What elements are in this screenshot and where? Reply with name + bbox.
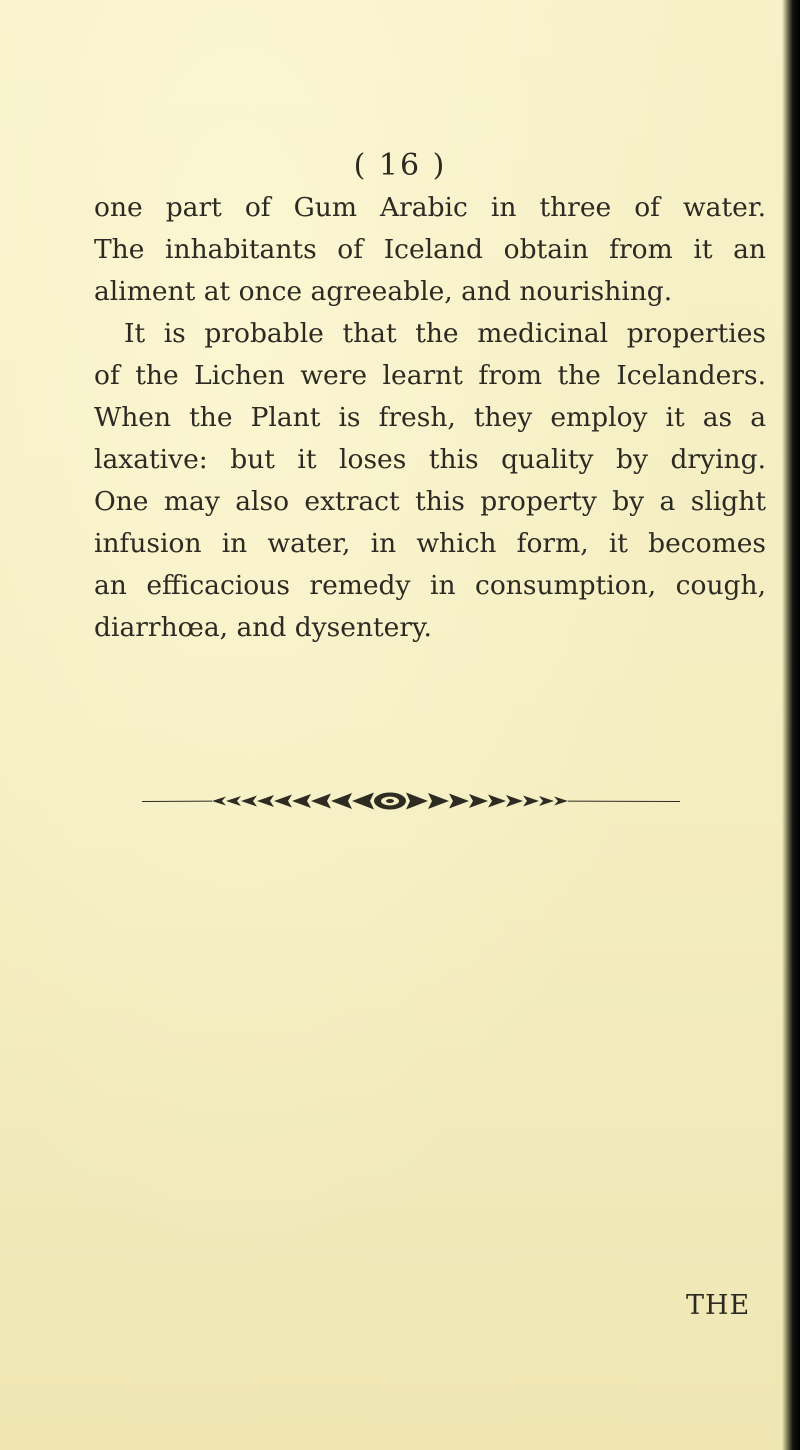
text-line: one part of Gum Arabic in three of water. [94,192,766,223]
text-line: diarrhœa, and dysentery. [94,612,432,643]
text-line: infusion in water, in which form, it becomes [94,528,766,559]
decorative-divider-ornament [142,789,680,813]
text-line: One may also extract this property by a slight [94,486,766,517]
text-line: an efficacious remedy in consumption, cough, [94,570,766,601]
text-line: of the Lichen were learnt from the Icelanders. [94,360,766,391]
text-line: When the Plant is fresh, they employ it as a [94,402,766,433]
text-line: laxative: but it loses this quality by drying. [94,444,766,475]
body-text [94,187,766,649]
page-edge-shadow [782,0,800,1450]
text-line: It is probable that the medicinal properties [124,318,766,349]
page-number: ( 16 ) [353,148,447,183]
text-line: The inhabitants of Iceland obtain from it an [94,234,766,265]
text-line: aliment at once agreeable, and nourishing. [94,276,673,307]
catchword: THE [686,1290,751,1321]
